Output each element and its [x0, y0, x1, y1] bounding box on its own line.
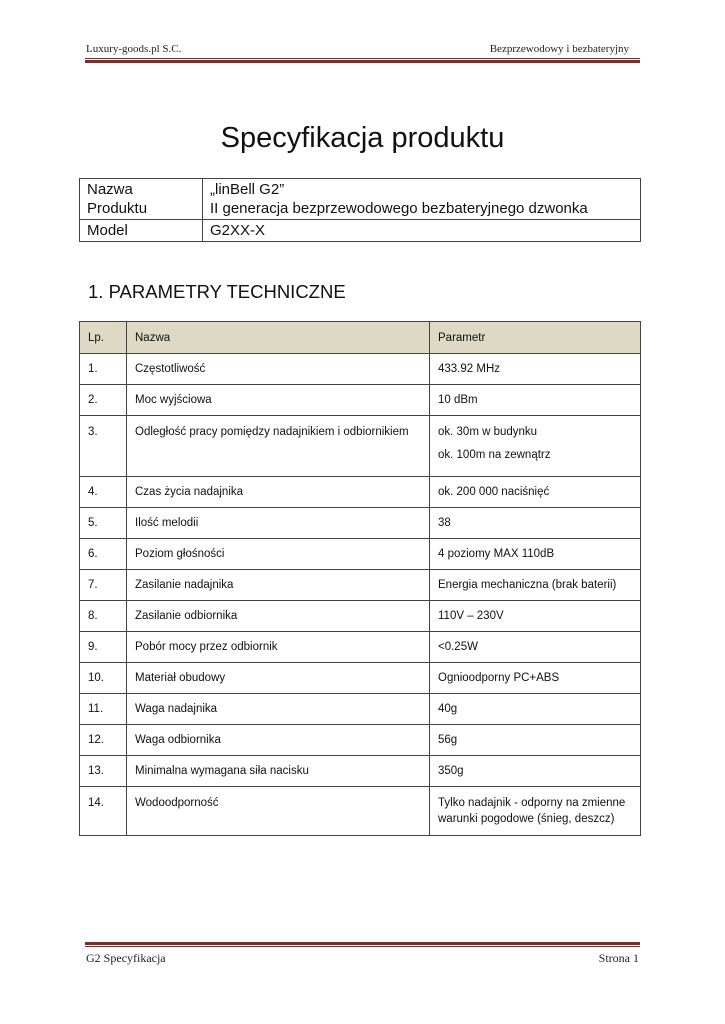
row-lp: 12.: [80, 725, 127, 756]
row-name: Materiał obudowy: [127, 663, 430, 694]
row-name: Ilość melodii: [127, 508, 430, 539]
row-param: [430, 570, 641, 601]
row-param: [430, 756, 641, 787]
row-param-line: Tylko nadajnik - odporny na zmienne warunki pogodowe (śnieg, deszcz): [438, 797, 626, 825]
row-param-line: 10 dBm: [438, 394, 478, 406]
table-row: [80, 570, 641, 601]
row-param-line: Energia mechaniczna (brak baterii): [438, 579, 617, 591]
table-row: [80, 385, 641, 416]
table-row: [80, 756, 641, 787]
row-lp: 11.: [80, 694, 127, 725]
row-param-line: <0.25W: [438, 641, 478, 653]
row-param: [430, 663, 641, 694]
row-name: Zasilanie odbiornika: [127, 601, 430, 632]
row-name: Moc wyjściowa: [127, 385, 430, 416]
row-name: Minimalna wymagana siła nacisku: [127, 756, 430, 787]
row-lp: 9.: [80, 632, 127, 663]
table-row: [80, 725, 641, 756]
row-lp: 14.: [80, 787, 127, 836]
footer-doc-name: G2 Specyfikacja: [86, 951, 166, 965]
footer-rule-thick: [85, 942, 640, 945]
row-name: Czas życia nadajnika: [127, 477, 430, 508]
spec-table-header: [80, 322, 641, 354]
row-param-line: 433.92 MHz: [438, 363, 501, 375]
product-model-value: G2XX-X: [203, 220, 641, 242]
row-param: [430, 508, 641, 539]
header-tagline: Bezprzewodowy i bezbateryjny: [489, 43, 629, 55]
row-param: [430, 416, 641, 477]
row-name: Odległość pracy pomiędzy nadajnikiem i odbiornikiem: [127, 416, 430, 477]
row-param-line: ok. 200 000 naciśnięć: [438, 486, 550, 498]
row-name: Poziom głośności: [127, 539, 430, 570]
product-model-row: [80, 220, 641, 242]
table-row: [80, 508, 641, 539]
table-row: [80, 416, 641, 477]
section-title: 1. PARAMETRY TECHNICZNE: [88, 281, 346, 302]
row-param: [430, 632, 641, 663]
row-param: [430, 354, 641, 385]
header-param: Parametr: [430, 322, 641, 354]
table-row: [80, 601, 641, 632]
product-name-row: [80, 179, 641, 220]
product-name-line2: II generacja bezprzewodowego bezbateryjnego dzwonka: [210, 200, 588, 217]
row-param-line: ok. 30m w budynku: [438, 426, 538, 438]
header-rule-thick: [85, 60, 640, 63]
product-name-label: Nazwa Produktu: [80, 179, 203, 220]
row-param-line: 350g: [438, 765, 464, 777]
row-param-line: 40g: [438, 703, 458, 715]
row-param-line: Ognioodporny PC+ABS: [438, 672, 560, 684]
header-name: Nazwa: [127, 322, 430, 354]
row-param-line: ok. 100m na zewnątrz: [438, 449, 551, 461]
row-param: [430, 725, 641, 756]
footer-page-number: Strona 1: [598, 951, 639, 965]
row-param: [430, 385, 641, 416]
row-name: Zasilanie nadajnika: [127, 570, 430, 601]
row-param-line: 56g: [438, 734, 458, 746]
spec-table: [79, 321, 641, 836]
row-lp: 10.: [80, 663, 127, 694]
table-row: [80, 477, 641, 508]
row-lp: 2.: [80, 385, 127, 416]
product-info-table: [79, 178, 641, 242]
table-row: [80, 787, 641, 836]
row-name: Częstotliwość: [127, 354, 430, 385]
row-name: Waga odbiornika: [127, 725, 430, 756]
row-param: [430, 787, 641, 836]
row-param: [430, 601, 641, 632]
product-name-value: [203, 179, 641, 220]
row-lp: 6.: [80, 539, 127, 570]
header-lp: Lp.: [80, 322, 127, 354]
table-row: [80, 632, 641, 663]
product-model-label: Model: [80, 220, 203, 242]
row-param-line: 4 poziomy MAX 110dB: [438, 548, 555, 560]
row-name: Wodoodporność: [127, 787, 430, 836]
row-lp: 8.: [80, 601, 127, 632]
table-row: [80, 539, 641, 570]
footer-rule-thin: [85, 946, 640, 947]
header-company: Luxury-goods.pl S.C.: [86, 43, 182, 55]
page-title: Specyfikacja produktu: [220, 122, 505, 154]
row-param: [430, 539, 641, 570]
row-param-line: 110V – 230V: [438, 610, 504, 622]
table-row: [80, 663, 641, 694]
row-param: [430, 694, 641, 725]
row-name: Pobór mocy przez odbiornik: [127, 632, 430, 663]
row-lp: 5.: [80, 508, 127, 539]
row-param-line: 38: [438, 517, 451, 529]
product-name-line1: „linBell G2”: [210, 181, 285, 198]
table-row: [80, 694, 641, 725]
table-row: [80, 354, 641, 385]
row-name: Waga nadajnika: [127, 694, 430, 725]
row-lp: 7.: [80, 570, 127, 601]
row-lp: 3.: [80, 416, 127, 477]
spec-table-body: [80, 354, 641, 836]
row-param: [430, 477, 641, 508]
row-lp: 4.: [80, 477, 127, 508]
header-rule-thin: [85, 58, 640, 59]
row-lp: 13.: [80, 756, 127, 787]
row-lp: 1.: [80, 354, 127, 385]
